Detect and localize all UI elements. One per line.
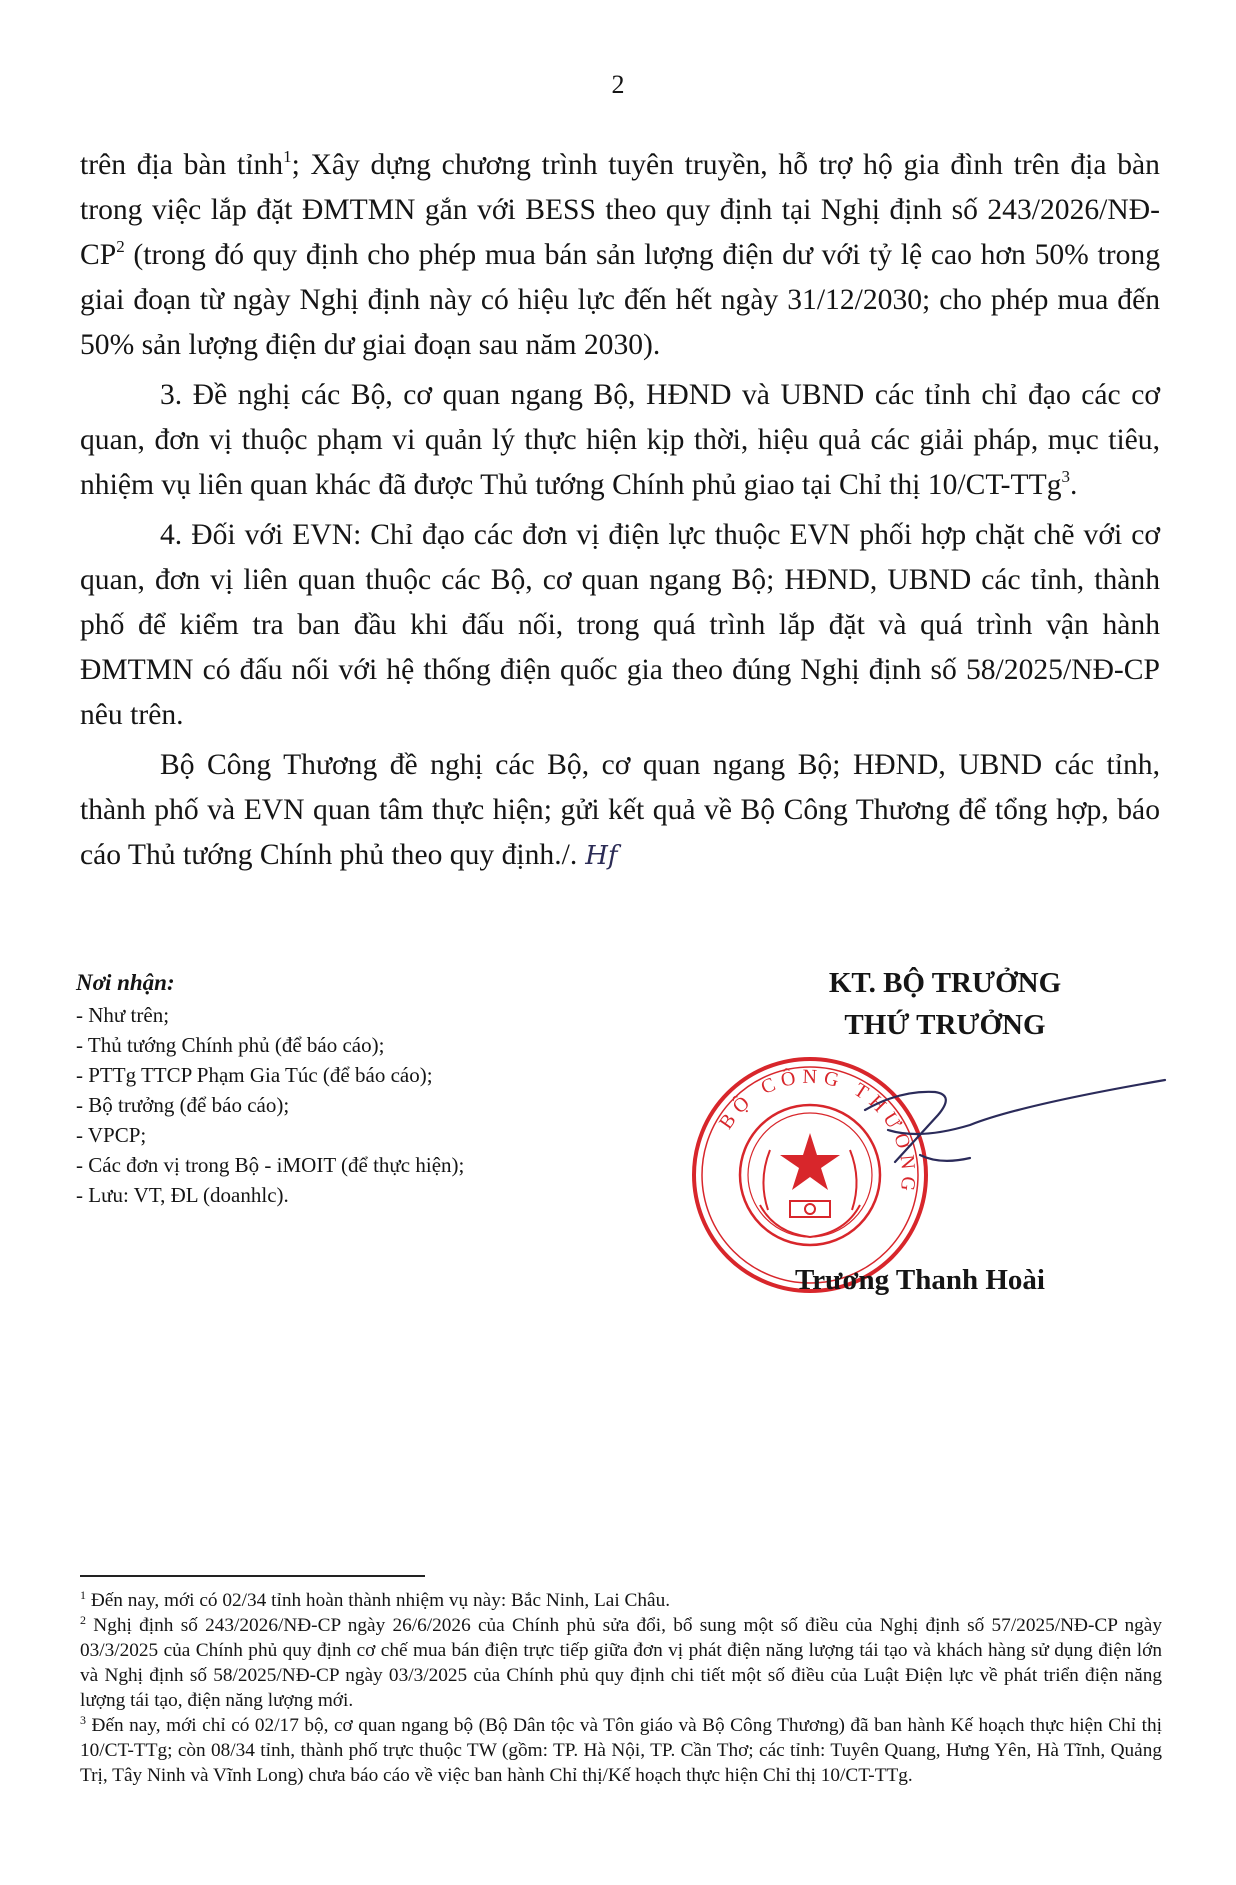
footnote-ref-3: 3 [1061,467,1070,486]
paragraph-4-text: Bộ Công Thương đề nghị các Bộ, cơ quan ngang Bộ; HĐND, UBND các tỉnh, thành phố và EVN quan tâm thực hiện; gửi kết quả về Bộ Công Thương để tổng hợp, báo cáo Thủ tướng Chính phủ theo quy định./. [80,749,1160,871]
footnote-mark: 2 [80,1613,86,1627]
footnote-text: Đến nay, mới chỉ có 02/17 bộ, cơ quan ngang bộ (Bộ Dân tộc và Tôn giáo và Bộ Công Thương) đã ban hành Kế hoạch thực hiện Chỉ thị 10/CT-TTg; còn 08/34 tỉnh, thành phố trực thuộc TW (gồm: TP. Hà Nội, TP. Cần Thơ; các tỉnh: Tuyên Quang, Hưng Yên, Hà Tĩnh, Quảng Trị, Tây Ninh và Vĩnh Long) chưa báo cáo về việc ban hành Chỉ thị/Kế hoạch thực hiện Chỉ thị 10/CT-TTg. [80,1715,1162,1786]
seal-text: BỘ CÔNG THƯƠNG [714,1065,920,1199]
paragraph-3: 4. Đối với EVN: Chỉ đạo các đơn vị điện lực thuộc EVN phối hợp chặt chẽ với cơ quan, đơn vị liên quan thuộc các Bộ, cơ quan ngang Bộ; HĐND, UBND các tỉnh, thành phố để kiểm tra ban đầu khi đấu nối, trong quá trình lắp đặt và quá trình vận hành ĐMTMN có đấu nối với hệ thống điện quốc gia theo đúng Nghị định số 58/2025/NĐ-CP nêu trên. [80,519,1160,731]
paragraph-1 [80,143,1160,368]
footnote-mark: 1 [80,1588,86,1602]
paragraph-4 [80,743,1160,879]
handwritten-signature [860,1070,1170,1180]
signature-title-line-1: KT. BỘ TRƯỞNG [828,967,1062,999]
seal-star-icon [780,1133,840,1190]
footnote-2 [80,1613,1162,1713]
recipient-item: - PTTg TTCP Phạm Gia Túc (để báo cáo); [76,1063,433,1087]
footnote-ref-2: 2 [116,237,125,256]
signature-title [780,962,1110,1046]
letter-body [80,143,1160,884]
paragraph-1-text-b: ; Xây dựng chương trình tuyên truyền, hỗ trợ hộ gia đình trên địa bàn trong việc lắp đặt ĐMTMN gắn với BESS theo quy định tại Nghị định số 243/2026/NĐ-CP [80,149,1160,271]
recipient-item: - Lưu: VT, ĐL (doanhlc). [76,1183,289,1207]
footnote-text: Đến nay, mới có 02/34 tỉnh hoàn thành nhiệm vụ này: Bắc Ninh, Lai Châu. [86,1590,671,1611]
footnote-1 [80,1588,1162,1613]
footnote-text: Nghị định số 243/2026/NĐ-CP ngày 26/6/2026 của Chính phủ sửa đổi, bổ sung một số điều của Nghị định số 57/2025/NĐ-CP ngày 03/3/2025 của Chính phủ quy định cơ chế mua bán điện trực tiếp giữa đơn vị phát điện năng lượng tái tạo và khách hàng sử dụng điện lớn và Nghị định số 58/2025/NĐ-CP ngày 03/3/2025 của Chính phủ quy định chi tiết một số điều của Luật Điện lực về phát triển điện năng lượng tái tạo, điện năng lượng mới. [80,1615,1162,1711]
page-number: 2 [611,70,625,99]
paragraph-1-text-c: (trong đó quy định cho phép mua bán sản lượng điện dư với tỷ lệ cao hơn 50% trong giai đoạn từ ngày Nghị định này có hiệu lực đến hết ngày 31/12/2030; cho phép mua đến 50% sản lượng điện dư giai đoạn sau năm 2030). [80,239,1160,361]
recipients-heading: Nơi nhận: [76,970,175,995]
signer-name: Trương Thanh Hoài [795,1264,1045,1296]
footnote-divider [80,1575,425,1577]
signature-title-line-2: THỨ TRƯỞNG [844,1009,1046,1041]
recipients-block [76,968,596,1210]
footnote-mark: 3 [80,1713,86,1727]
paragraph-1-text-a: trên địa bàn tỉnh [80,149,284,181]
paragraph-2 [80,373,1160,508]
footnotes [80,1588,1162,1788]
paragraph-2-text-b: . [1070,469,1078,501]
recipient-item: - Bộ trưởng (để báo cáo); [76,1093,290,1117]
footnote-ref-1: 1 [283,147,292,166]
recipient-item: - Thủ tướng Chính phủ (để báo cáo); [76,1033,385,1057]
recipient-item: - Các đơn vị trong Bộ - iMOIT (để thực hiện); [76,1153,465,1177]
footnote-3 [80,1713,1162,1788]
recipient-item: - VPCP; [76,1123,147,1147]
recipient-item: - Như trên; [76,1003,170,1027]
paragraph-2-text-a: 3. Đề nghị các Bộ, cơ quan ngang Bộ, HĐND và UBND các tỉnh chỉ đạo các cơ quan, đơn vị thuộc phạm vi quản lý thực hiện kịp thời, hiệu quả các giải pháp, mục tiêu, nhiệm vụ liên quan khác đã được Thủ tướng Chính phủ giao tại Chỉ thị 10/CT-TTg [80,379,1160,501]
handwritten-initial: Hf [585,841,618,871]
